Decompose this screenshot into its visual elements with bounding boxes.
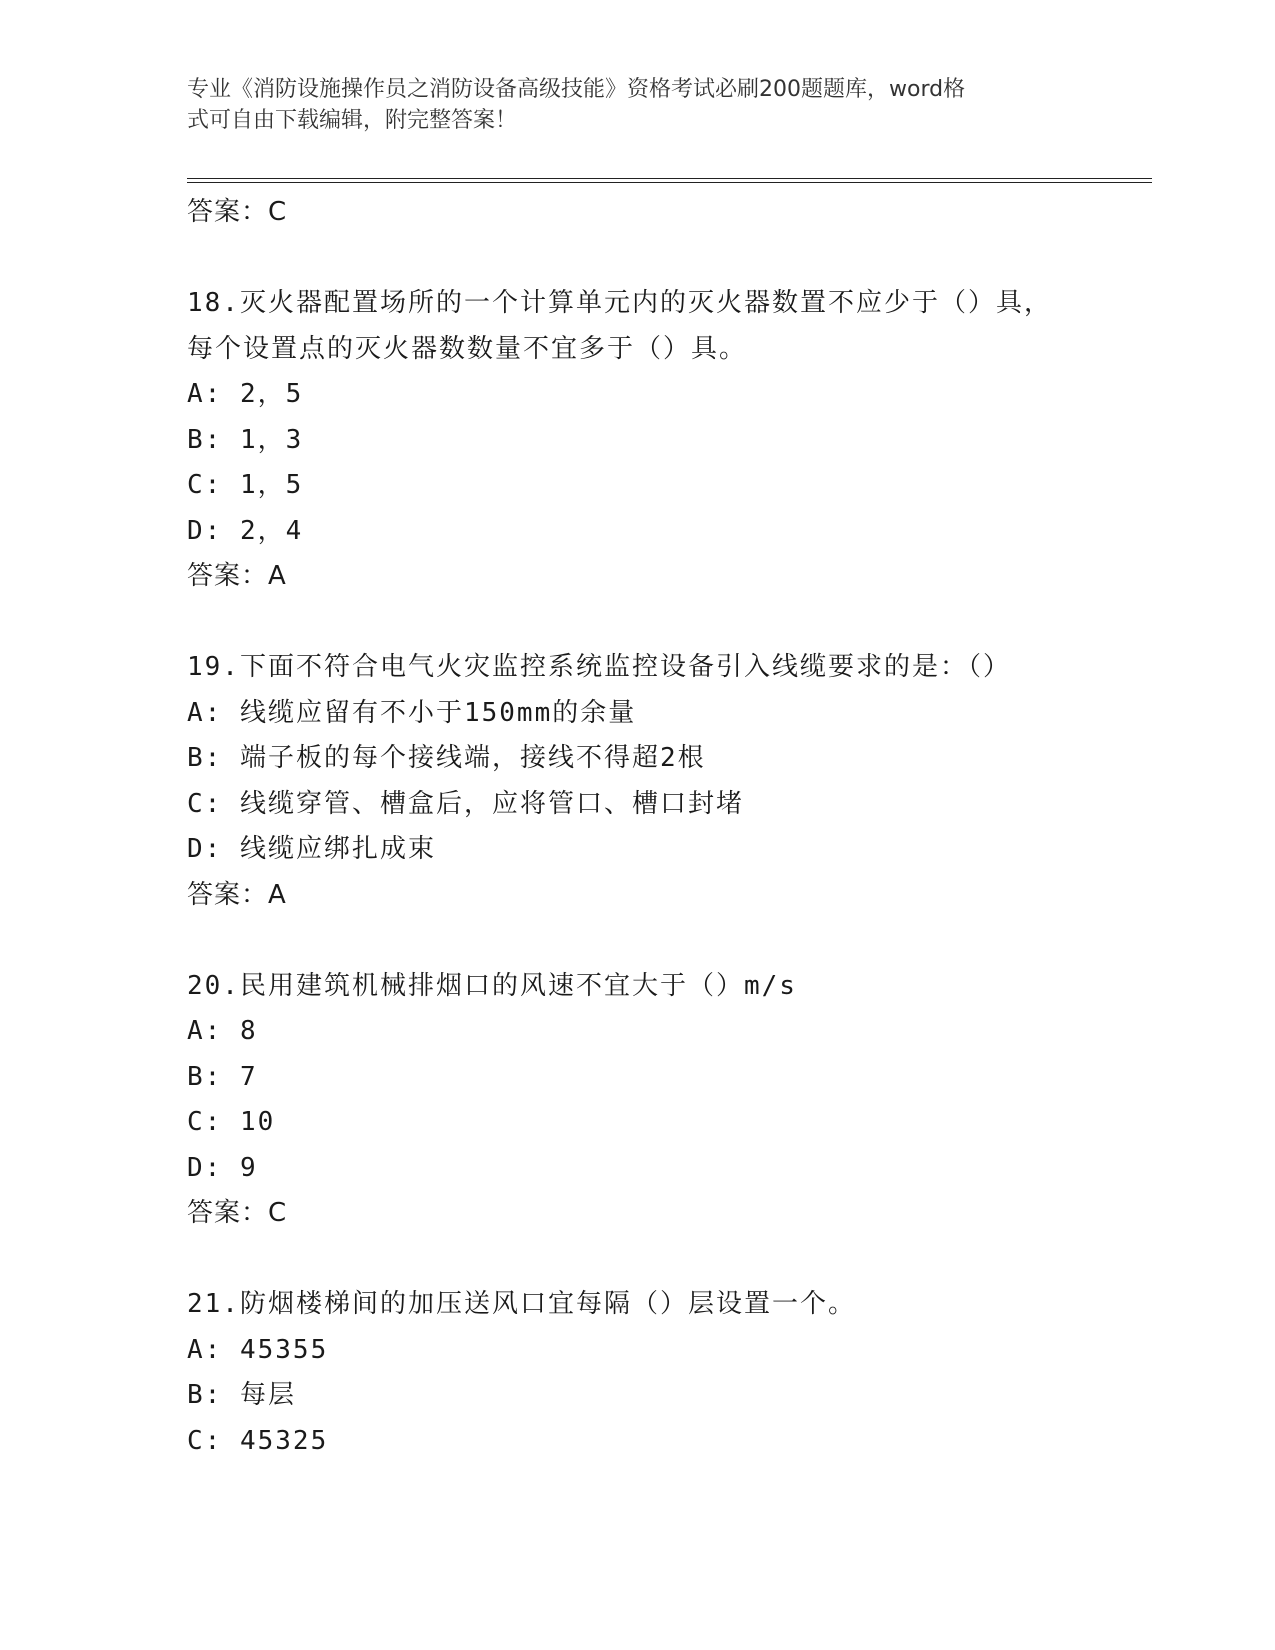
option-b: B: 每层 [187,1380,296,1410]
question-block [187,1282,1087,1464]
option-c: C: 45325 [187,1425,329,1456]
header-divider [187,178,1152,183]
spacer [187,236,1087,282]
spacer [187,600,1087,646]
question-block [187,645,1087,918]
option-b: B: 1，3 [187,424,304,455]
option-b: B: 7 [187,1061,258,1092]
option-d: D: 线缆应绑扎成束 [187,834,436,864]
option-c: C: 线缆穿管、槽盒后，应将管口、槽口封堵 [187,788,744,819]
answer-line: 答案：A [187,561,287,591]
option-a: A: 8 [187,1016,258,1046]
answer-line: 答案：C [187,1198,288,1228]
question-stem: 19.下面不符合电气火灾监控系统监控设备引入线缆要求的是：（） [187,652,1011,682]
question-stem: 21.防烟楼梯间的加压送风口宜每隔（）层设置一个。 [187,1289,856,1319]
document-body [187,190,1087,1464]
spacer [187,918,1087,964]
option-a: A: 2，5 [187,379,304,409]
question-stem: 18.灭火器配置场所的一个计算单元内的灭火器数置不应少于（）具， [187,288,1052,318]
option-a: A: 45355 [187,1334,329,1365]
spacer [187,1237,1087,1283]
option-a: A: 线缆应留有不小于150mm的余量 [187,697,637,728]
option-d: D: 2，4 [187,515,304,546]
option-b: B: 端子板的每个接线端，接线不得超2根 [187,743,706,773]
question-stem: 每个设置点的灭火器数数量不宜多于（）具。 [187,333,748,364]
answer-line: 答案：A [187,879,287,910]
header-line-2: 式可自由下载编辑，附完整答案！ [187,108,518,133]
option-c: C: 1，5 [187,470,304,500]
question-stem: 20.民用建筑机械排烟口的风速不宜大于（）m/s [187,970,797,1001]
option-d: D: 9 [187,1152,258,1183]
page-header [187,74,1067,136]
header-line-1: 专业《消防设施操作员之消防设备高级技能》资格考试必刷200题题库，word格 [187,77,966,102]
option-c: C: 10 [187,1107,276,1137]
answer-line: 答案：C [187,197,288,227]
question-block [187,281,1087,600]
question-block [187,964,1087,1237]
